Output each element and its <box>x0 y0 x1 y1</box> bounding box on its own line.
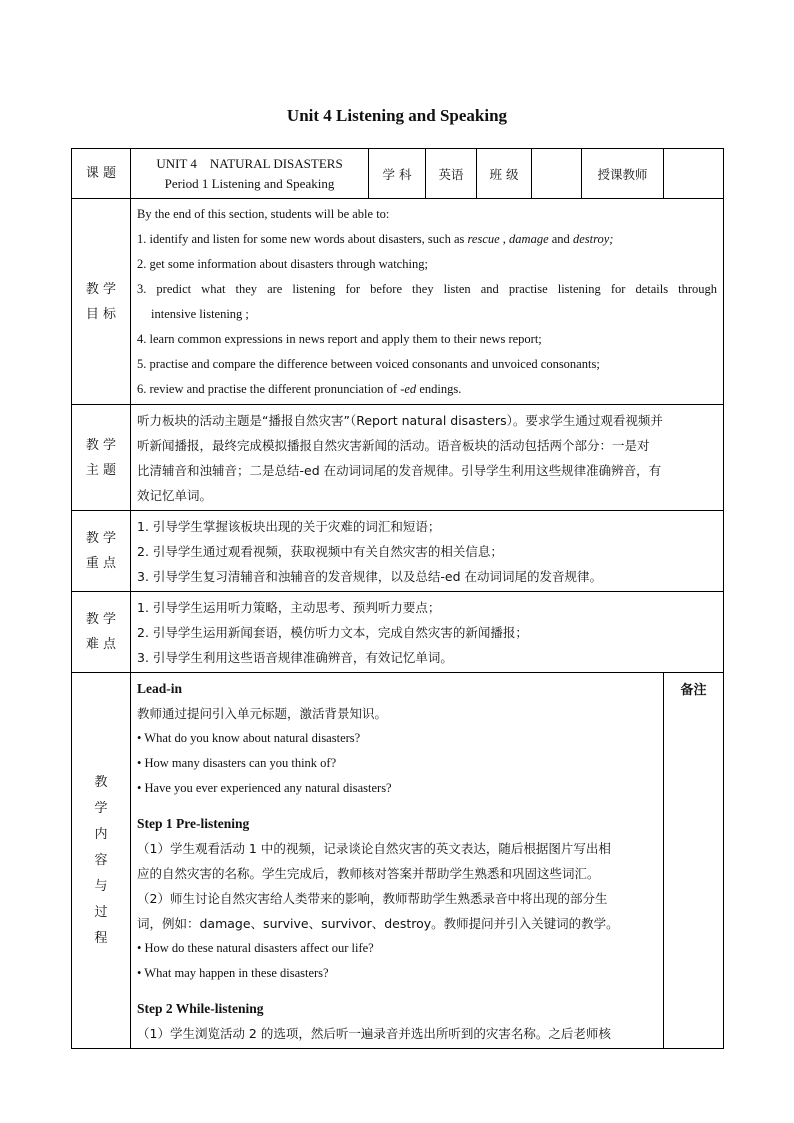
difficulty-item: 1. 引导学生运用听力策略，主动思考、预判听力要点； <box>137 600 441 615</box>
theme-label: 教 学 主 题 <box>72 405 131 511</box>
theme-line-4: 效记忆单词。 <box>137 488 213 503</box>
objective-item-4: 4. learn common expressions in news report and apply them to their news report; <box>137 332 542 346</box>
objectives-row <box>72 199 724 405</box>
process-row <box>72 673 724 1049</box>
difficulties-row <box>72 592 724 673</box>
key-points-content <box>131 511 724 592</box>
course-line-1: UNIT 4 NATURAL DISASTERS <box>156 155 343 171</box>
objective-item-2: 2. get some information about disasters through watching; <box>137 257 428 271</box>
process-label: 教 学 内 容 与 过 程 <box>72 673 131 1049</box>
step1-question: • How do these natural disasters affect our life? <box>137 941 374 955</box>
difficulties-label: 教 学 难 点 <box>72 592 131 673</box>
class-value <box>532 149 582 199</box>
key-point-item: 1. 引导学生掌握该板块出现的关于灾难的词汇和短语； <box>137 519 441 534</box>
course-label: 课 题 <box>72 149 131 199</box>
step1-title: Step 1 Pre-listening <box>137 816 250 831</box>
objectives-intro: By the end of this section, students will be able to: <box>137 207 390 221</box>
objective-item-1: 1. identify and listen for some new words about disasters, such as rescue , damage and destroy; <box>137 232 614 246</box>
subject-label: 学 科 <box>369 149 426 199</box>
theme-row <box>72 405 724 511</box>
notes-column: 备注 <box>664 673 724 1049</box>
key-points-label: 教 学 重 点 <box>72 511 131 592</box>
objective-item-5: 5. practise and compare the difference between voiced consonants and unvoiced consonants; <box>137 357 600 371</box>
objectives-label: 教 学 目 标 <box>72 199 131 405</box>
objectives-content <box>131 199 724 405</box>
course-line-2: Period 1 Listening and Speaking <box>164 175 335 191</box>
difficulties-content <box>131 592 724 673</box>
course-value <box>131 149 369 199</box>
step2-paragraph-1: （1）学生浏览活动 2 的选项，然后听一遍录音并选出所听到的灾害名称。之后老师核 <box>137 1026 611 1041</box>
theme-line-2: 听新闻播报，最终完成模拟播报自然灾害新闻的活动。语音板块的活动包括两个部分：一是对 <box>137 438 650 453</box>
header-row <box>72 149 724 199</box>
difficulty-item: 3. 引导学生利用这些语音规律准确辨音，有效记忆单词。 <box>137 650 453 665</box>
teacher-label: 授课教师 <box>582 149 664 199</box>
page-title: Unit 4 Listening and Speaking <box>286 106 508 125</box>
leadin-title: Lead-in <box>137 681 183 696</box>
theme-line-3: 比清辅音和浊辅音；二是总结-ed 在动词词尾的发音规律。引导学生利用这些规律准确辨音，有 <box>137 463 662 478</box>
leadin-intro: 教师通过提问引入单元标题，激活背景知识。 <box>137 706 388 721</box>
key-point-item: 3. 引导学生复习清辅音和浊辅音的发音规律，以及总结-ed 在动词词尾的发音规律。 <box>137 569 603 584</box>
teacher-value <box>664 149 724 199</box>
subject-value: 英语 <box>426 149 477 199</box>
step1-paragraph-1: （1）学生观看活动 1 中的视频，记录谈论自然灾害的英文表达，随后根据图片写出相 <box>137 841 611 856</box>
difficulty-item: 2. 引导学生运用新闻套语，模仿听力文本，完成自然灾害的新闻播报； <box>137 625 528 640</box>
theme-content <box>131 405 724 511</box>
class-label: 班 级 <box>477 149 532 199</box>
leadin-question: • What do you know about natural disasters? <box>137 731 361 745</box>
key-point-item: 2. 引导学生通过观看视频，获取视频中有关自然灾害的相关信息； <box>137 544 503 559</box>
theme-line-1: 听力板块的活动主题是“播报自然灾害”（Report natural disasters）。要求学生通过观看视频并 <box>137 413 663 428</box>
objective-item-6: 6. review and practise the different pronunciation of -ed endings. <box>137 382 462 396</box>
process-content: Lead-in 教师通过提问引入单元标题，激活背景知识。 • What do you know about natural disasters? • How many disasters can you think of? • Have you ever experienced any natural disasters? Step 1 Pre-listening （1）学生观看活动 1 中的视频，记录谈论自然灾害的英文表达，随后根据图片写出相 应的自然灾害的名称。学生完成后，教师核对答案并帮助学生熟悉和巩固这些词汇。 （2）师生讨论自然灾害给人类带来的影响，教师帮助学生熟悉录音中将出现的部分生 词，例如：damage、survive、survivor、destroy。教师提问并引入关键词的教学。 • How do these natural disasters affect our life? • What may happen in these disasters? Step 2 While-listening （1）学生浏览活动 2 的选项，然后听一遍录音并选出所听到的灾害名称。之后老师核 <box>131 673 664 1049</box>
objective-item-3b: intensive listening ; <box>151 307 249 321</box>
leadin-question: • How many disasters can you think of? <box>137 756 337 770</box>
step1-paragraph-2: （2）师生讨论自然灾害给人类带来的影响，教师帮助学生熟悉录音中将出现的部分生 <box>137 891 608 906</box>
step1-question: • What may happen in these disasters? <box>137 966 329 980</box>
leadin-question: • Have you ever experienced any natural disasters? <box>137 781 392 795</box>
key-points-row <box>72 511 724 592</box>
lesson-plan-table <box>71 148 724 1049</box>
objective-item-3a: 3. predict what they are listening for before they listen and practise listening for details through <box>137 282 717 296</box>
step2-title: Step 2 While-listening <box>137 1001 264 1016</box>
